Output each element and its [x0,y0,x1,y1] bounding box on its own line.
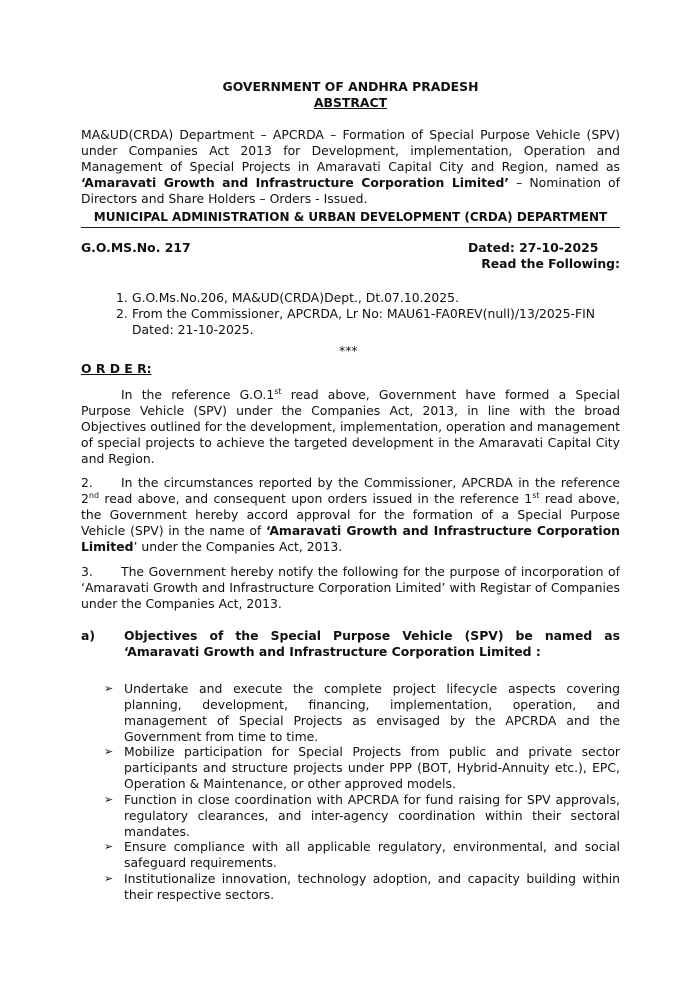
paragraph-3-number: 3. [81,564,93,579]
header-abstract: ABSTRACT [313,95,388,110]
department-line: MUNICIPAL ADMINISTRATION & URBAN DEVELOPMENT (CRDA) DEPARTMENT [81,209,620,228]
reference-text: From the Commissioner, APCRDA, Lr No: MAU61-FA0REV(null)/13/2025-FIN Dated: 21-10-2025. [132,306,596,337]
paragraph-1: In the reference G.O.1st read above, Government have formed a Special Purpose Vehicle (SPV) under the Companies Act, 2013, in line with the broad Objectives outlined for the development, implementation, operation and management of special projects to achieve the targeted development in the Amaravati Capital City and Region. [81,386,620,466]
section-a-label: a) [81,628,96,643]
objective-item: Mobilize participation for Special Projects from public and private sector participants and structure projects under PPP (BOT, Hybrid-Annuity etc.), EPC, Operation & Maintenance, or other approved models. [124,744,620,791]
objective-item: Ensure compliance with all applicable regulatory, environmental, and social safeguard requirements. [124,839,620,870]
paragraph-2-number: 2. [81,475,93,490]
order-heading: O R D E R: [81,361,152,376]
reference-text: G.O.Ms.No.206, MA&UD(CRDA)Dept., Dt.07.10.2025. [132,290,460,305]
bullet-arrow-icon: ➢ [104,872,114,885]
go-date: Dated: 27-10-2025 [468,240,599,255]
bullet-arrow-icon: ➢ [104,840,114,853]
objective-item: Function in close coordination with APCRDA for fund raising for SPV approvals, regulatory clearances, and inter-agency coordination within their sectoral mandates. [124,792,620,839]
paragraph-3: The Government hereby notify the following for the purpose of incorporation of ‘Amaravati Growth and Infrastructure Corporation Limited’ with Registar of Companies under the Companies Act, 2013. [81,564,620,611]
paragraph-2: In the circumstances reported by the Commissioner, APCRDA in the reference 2nd read above, and consequent upon orders issued in the reference 1st read above, the Government hereby accord approval for the formation of a Special Purpose Vehicle (SPV) in the name of ‘Amaravati Growth and Infrastructure Corporation Limited’ under the Companies Act, 2013. [81,475,621,554]
objective-item: Institutionalize innovation, technology adoption, and capacity building within their respective sectors. [124,871,620,902]
header-government: GOVERNMENT OF ANDHRA PRADESH [222,79,479,94]
bullet-arrow-icon: ➢ [104,682,114,695]
bullet-arrow-icon: ➢ [104,793,114,806]
section-a-heading: Objectives of the Special Purpose Vehicle (SPV) be named as ‘Amaravati Growth and Infrastructure Corporation Limited : [124,628,620,659]
separator: *** [339,343,358,358]
bullet-arrow-icon: ➢ [104,745,114,758]
reference-number: 2. [116,306,128,321]
go-number: G.O.MS.No. 217 [81,240,191,255]
read-following: Read the Following: [481,256,620,271]
reference-number: 1. [116,290,128,305]
objective-item: Undertake and execute the complete project lifecycle aspects covering planning, development, financing, implementation, operation, and management of Special Projects as envisaged by the APCRDA and the Government from time to time. [124,681,620,744]
abstract-text: MA&UD(CRDA) Department – APCRDA – Formation of Special Purpose Vehicle (SPV) under Companies Act 2013 for Development, implementation, Operation and Management of Special Projects in Amaravati Capital City and Region, named as ‘Amaravati Growth and Infrastructure Corporation Limited’ – Nomination of Directors and Share Holders – Orders - Issued. [81,127,620,206]
